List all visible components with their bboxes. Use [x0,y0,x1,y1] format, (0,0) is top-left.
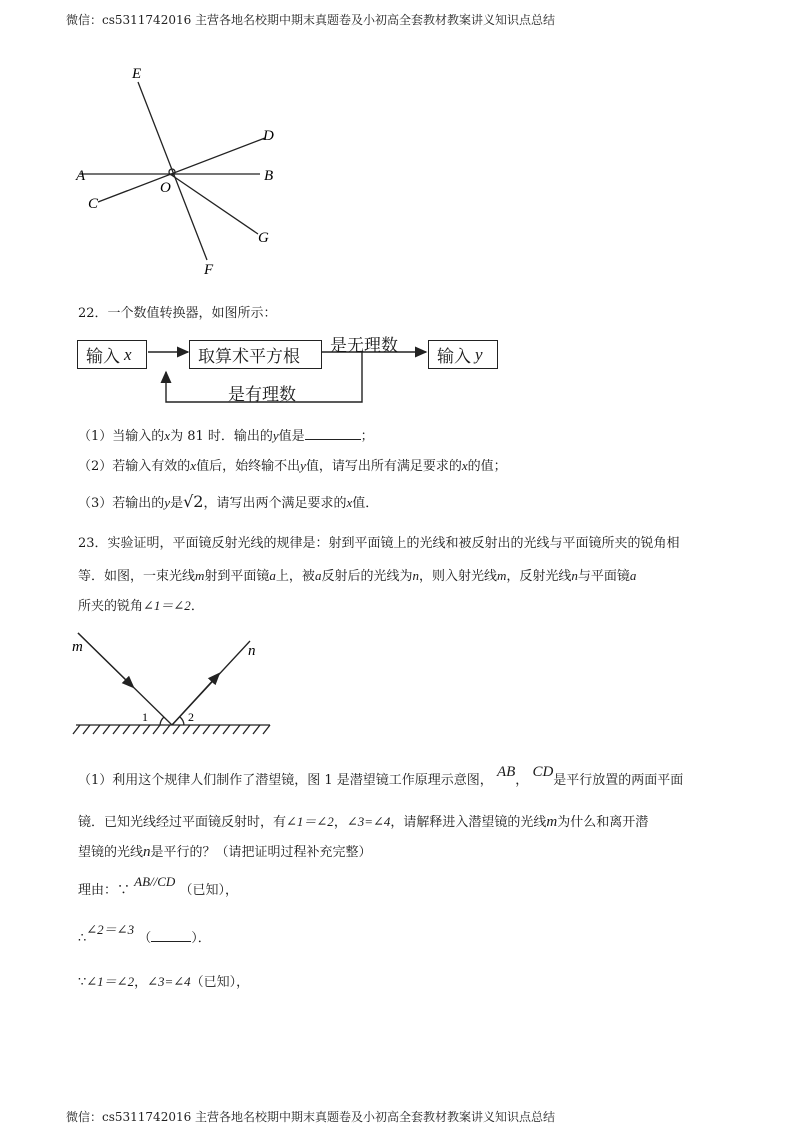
output-y-box [428,340,498,369]
q23-sub1-line3: 望镜的光线n是平行的？（请把证明过程补充完整） [78,844,372,860]
sqrt2: √2 [183,492,204,511]
label-o: O [160,180,171,196]
q23-line3: 所夹的锐角∠1＝∠2． [78,598,204,614]
angle-figure [60,60,300,280]
output-var: y [475,344,483,364]
line-ef [138,82,207,260]
angle-2-arc [180,717,184,725]
label-b: B [264,168,274,184]
output-label: 输入 [437,347,471,367]
rational-label: 是有理数 [228,385,296,405]
q23-sub1-line1: （1）利用这个规律人们制作了潜望镜，图 1 是潜望镜工作原理示意图， AB， CD是平行放置的两面平面 [78,764,684,788]
label-m: m [72,639,83,655]
q23-line1: 23．实验证明，平面镜反射光线的规律是：射到平面镜上的光线和被反射出的光线与平面镜所夹的锐角相 [78,536,680,551]
input-label: 输入 [86,347,120,367]
label-f: F [204,262,214,278]
mirror-hatching [73,725,270,734]
input-x-box [77,340,147,369]
label-angle-2: 2 [188,710,194,724]
label-c: C [88,196,99,212]
reason-blank [151,941,191,942]
q22-part3: （3）若输出的y是√2，请写出两个满足要求的x值． [78,492,379,511]
irrational-label: 是无理数 [330,336,398,356]
line-cd [98,138,265,202]
label-n: n [248,643,256,659]
mirror-figure [60,625,290,745]
q23-line2: 等．如图，一束光线m射到平面镜a上，被a反射后的光线为n，则入射光线m，反射光线n与平面镜a [78,568,637,584]
reason-line3: ∵∠1＝∠2，∠3=∠4（已知）， [78,974,250,990]
q22-part2: （2）若输入有效的x值后，始终输不出y值，请写出所有满足要求的x的值； [78,458,507,474]
input-var: x [124,344,132,364]
label-angle-1: 1 [142,710,148,724]
answer-blank [305,439,361,440]
angle-1-arc [160,717,164,725]
page-footer: 微信：cs5311742016 主营各地名校期中期末真题卷及小初高全套教材教案讲义知识点总结 [66,1110,556,1124]
reason-line1: 理由：∵ AB//CD （已知）， [78,874,238,898]
reason-line2: ∴∠2＝∠3 （ ）． [78,922,211,946]
q22-part1: （1）当输入的x为 81 时．输出的y值是 ； [78,428,374,444]
label-a: A [76,168,86,184]
q23-sub1-line2: 镜．已知光线经过平面镜反射时，有∠1＝∠2，∠3=∠4，请解释进入潜望镜的光线m为什么和离开潜 [78,814,649,830]
ray-og [170,174,258,234]
label-e: E [132,66,142,82]
page-header: 微信：cs5311742016 主营各地名校期中期末真题卷及小初高全套教材教案讲义知识点总结 [66,13,556,27]
label-d: D [263,128,274,144]
label-g: G [258,230,269,246]
q22-title: 22．一个数值转换器，如图所示： [78,306,277,321]
sqrt-box: 取算术平方根 [189,340,322,369]
